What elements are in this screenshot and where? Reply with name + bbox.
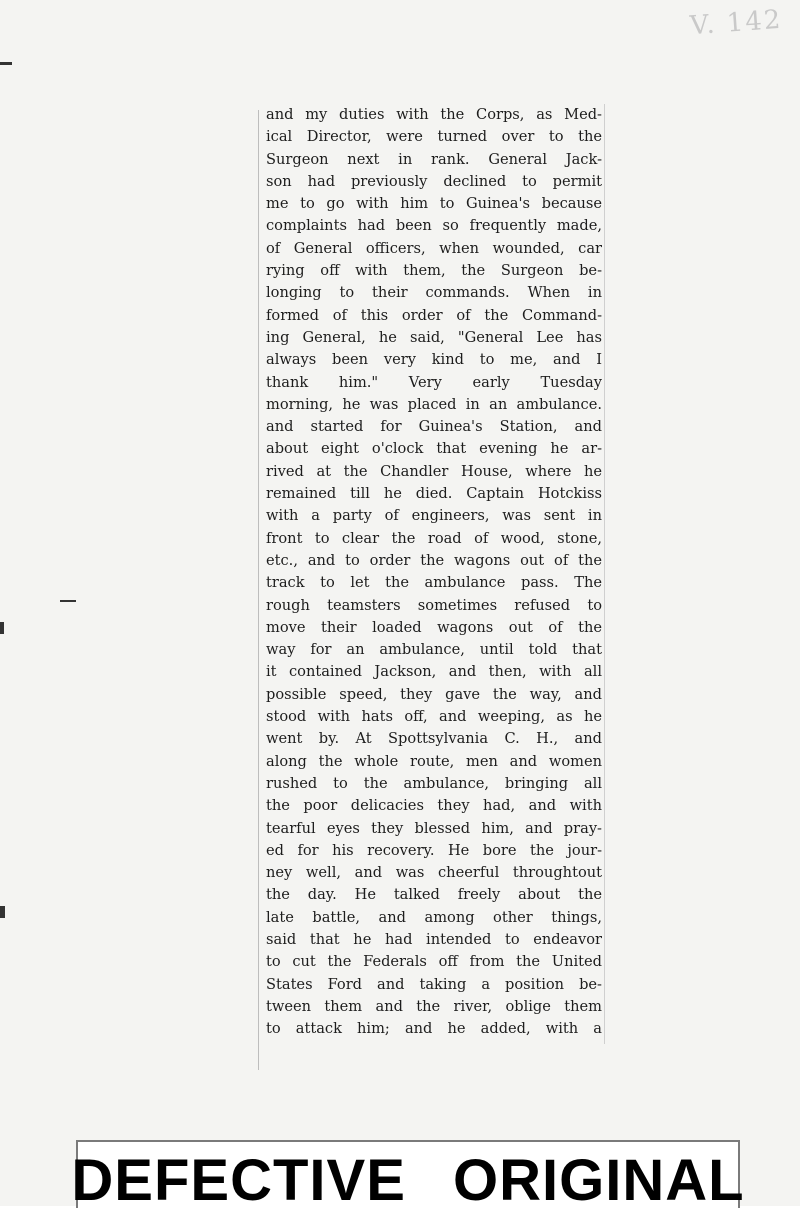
text-line: Surgeon next in rank. General Jack-	[266, 150, 602, 168]
text-line: to cut the Federals off from the United	[266, 953, 602, 971]
text-line: ney well, and was cheerful throughtout	[266, 864, 602, 882]
defective-original-stamp	[71, 1140, 745, 1213]
text-line: went by. At Spottsylvania C. H., and	[266, 730, 602, 748]
margin-mark-mid	[60, 600, 76, 602]
text-line: ed for his recovery. He bore the jour-	[266, 841, 602, 859]
text-line: tween them and the river, oblige them	[266, 997, 602, 1015]
text-line: rushed to the ambulance, bringing all	[266, 774, 602, 792]
text-line: move their loaded wagons out of the	[266, 618, 602, 636]
margin-mark-left-2	[0, 906, 5, 918]
text-line: ical Director, were turned over to the	[266, 128, 602, 146]
text-line: said that he had intended to endeavor	[266, 930, 602, 948]
stamp-label: DEFECTIVE ORIGINAL	[71, 1147, 745, 1213]
text-line: morning, he was placed in an ambulance.	[266, 395, 602, 413]
text-line: it contained Jackson, and then, with all	[266, 663, 602, 681]
text-line: rived at the Chandler House, where he	[266, 462, 602, 480]
text-line: formed of this order of the Command-	[266, 306, 602, 324]
text-line: longing to their commands. When in	[266, 284, 602, 302]
text-line: about eight o'clock that evening he ar-	[266, 440, 602, 458]
text-line: rough teamsters sometimes refused to	[266, 596, 602, 614]
text-line: always been very kind to me, and I	[266, 351, 602, 369]
text-line: front to clear the road of wood, stone,	[266, 529, 602, 547]
text-line: etc., and to order the wagons out of the	[266, 551, 602, 569]
text-line: ing General, he said, "General Lee has	[266, 328, 602, 346]
text-line: son had previously declined to permit	[266, 172, 602, 190]
article-column	[266, 104, 602, 1074]
text-line: track to let the ambulance pass. The	[266, 574, 602, 592]
text-line: the poor delicacies they had, and with	[266, 797, 602, 815]
text-line: me to go with him to Guinea's because	[266, 195, 602, 213]
text-line: rying off with them, the Surgeon be-	[266, 262, 602, 280]
text-line: with a party of engineers, was sent in	[266, 507, 602, 525]
text-line: the day. He talked freely about the	[266, 886, 602, 904]
text-line: thank him." Very early Tuesday	[266, 373, 602, 391]
text-line: to attack him; and he added, with a	[266, 1020, 602, 1038]
text-line: along the whole route, men and women	[266, 752, 602, 770]
text-line: late battle, and among other things,	[266, 908, 602, 926]
text-line: of General officers, when wounded, car	[266, 239, 602, 257]
column-right-edge	[604, 104, 605, 1044]
column-left-edge	[258, 110, 259, 1070]
corner-handwritten-note: V. 142	[688, 4, 783, 42]
text-line: stood with hats off, and weeping, as he	[266, 708, 602, 726]
text-line: possible speed, they gave the way, and	[266, 685, 602, 703]
text-line: tearful eyes they blessed him, and pray-	[266, 819, 602, 837]
text-line: and my duties with the Corps, as Med-	[266, 106, 602, 123]
margin-mark-top	[0, 62, 12, 65]
text-line: way for an ambulance, until told that	[266, 641, 602, 659]
margin-mark-left-1	[0, 622, 4, 634]
text-line: complaints had been so frequently made,	[266, 217, 602, 235]
text-line: remained till he died. Captain Hotckiss	[266, 485, 602, 503]
text-line: and started for Guinea's Station, and	[266, 418, 602, 436]
text-line: States Ford and taking a position be-	[266, 975, 602, 993]
